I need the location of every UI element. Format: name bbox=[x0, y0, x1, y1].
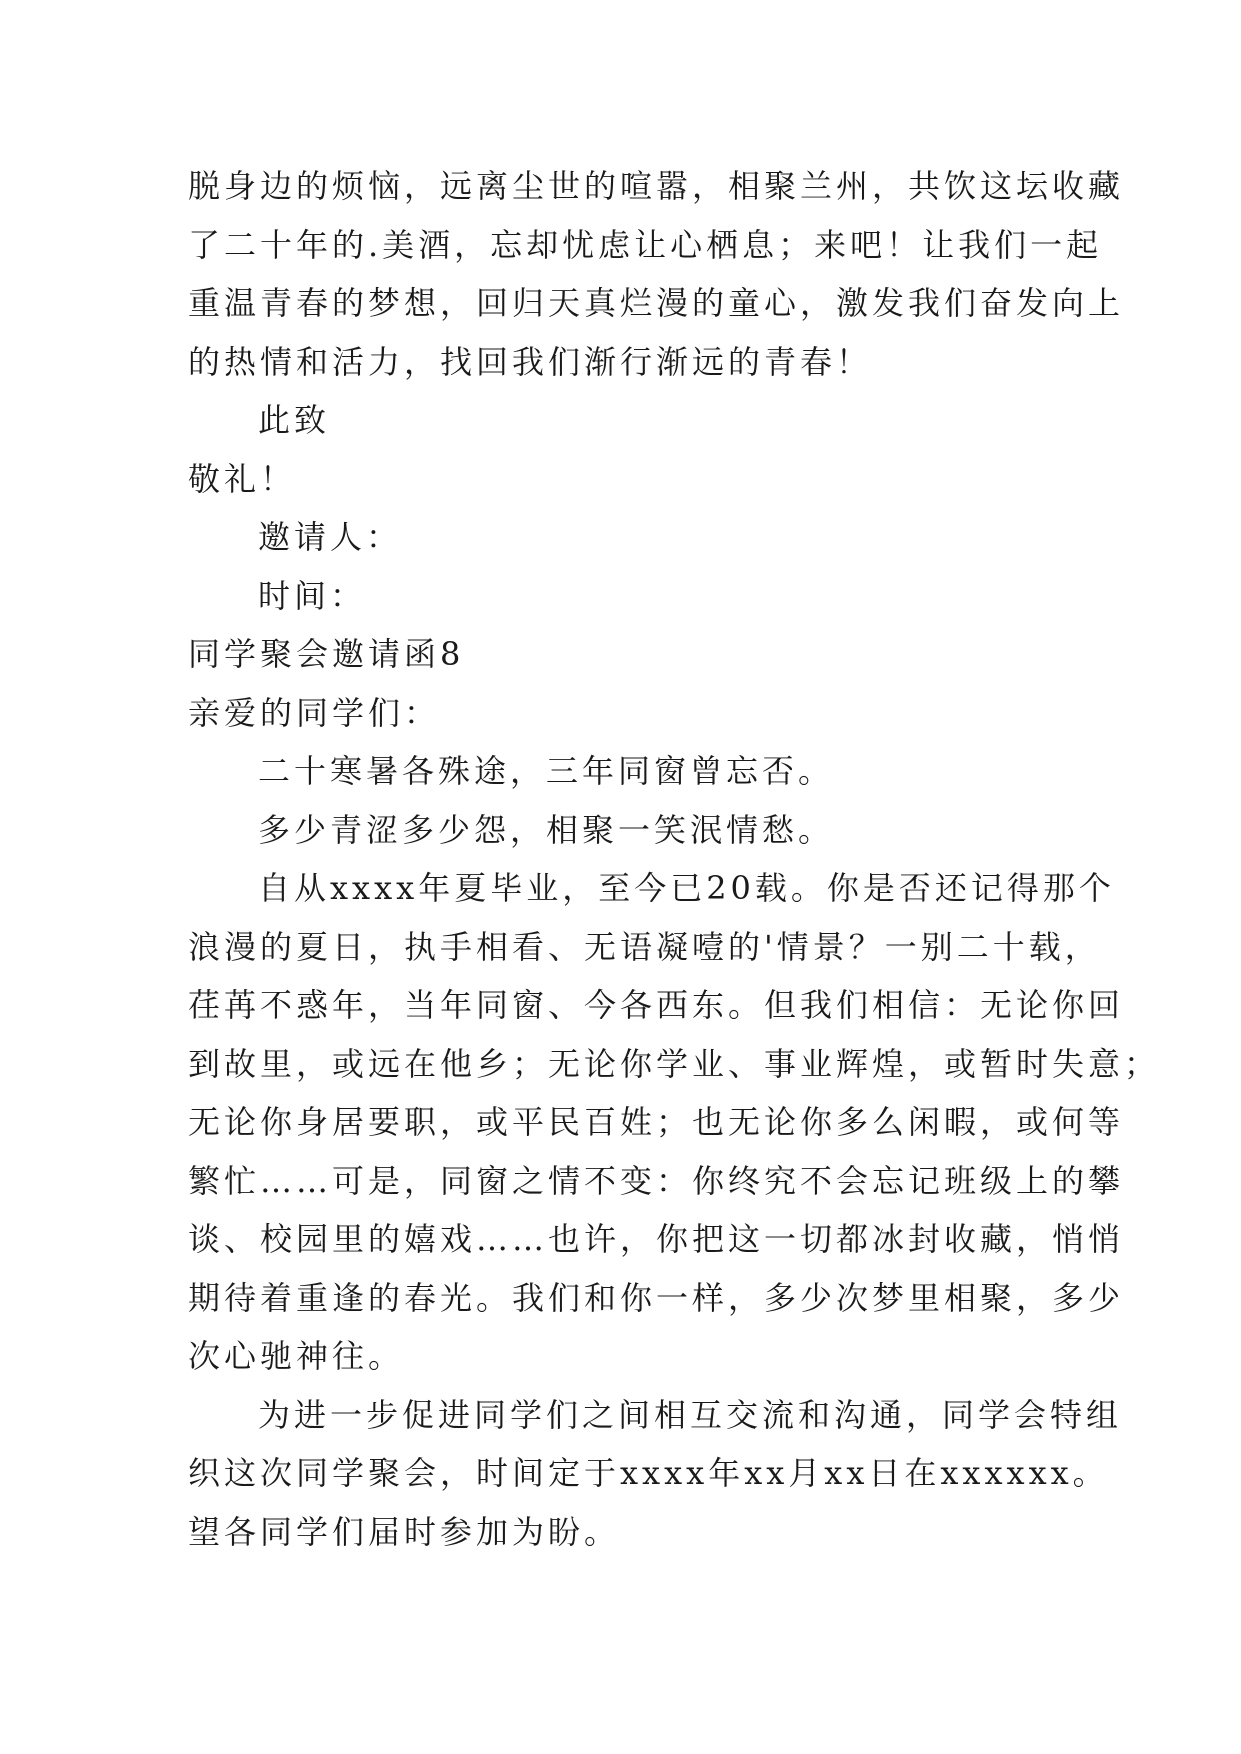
document-body bbox=[188, 157, 1161, 1561]
time-label: 时间： bbox=[258, 576, 367, 615]
poem-line: 二十寒暑各殊途，三年同窗曾忘否。 bbox=[258, 752, 835, 790]
paragraph-line: 荏苒不惑年，当年同窗、今各西东。但我们相信：无论你回 bbox=[188, 986, 1125, 1024]
paragraph-line: 织这次同学聚会，时间定于xxxx年xx月xx日在xxxxxx。 bbox=[188, 1454, 1109, 1492]
paragraph-line: 自从xxxx年夏毕业，至今已20载。你是否还记得那个 bbox=[258, 869, 1115, 907]
paragraph-line: 无论你身居要职，或平民百姓；也无论你多么闲暇，或何等 bbox=[188, 1103, 1125, 1141]
poem-line: 多少青涩多少怨，相聚一笑泯情愁。 bbox=[258, 810, 835, 849]
paragraph-line: 为进一步促进同学们之间相互交流和沟通，同学会特组 bbox=[258, 1395, 1123, 1434]
paragraph-line: 次心驰神往。 bbox=[188, 1337, 405, 1375]
inviter-label: 邀请人： bbox=[258, 518, 403, 556]
closing-regards: 敬礼！ bbox=[188, 459, 297, 498]
paragraph-line: 浪漫的夏日，执手相看、无语凝噎的'情景？一别二十载， bbox=[188, 927, 1101, 966]
paragraph-line: 望各同学们届时参加为盼。 bbox=[188, 1512, 621, 1551]
closing-salutation: 此致 bbox=[258, 401, 331, 439]
greeting: 亲爱的同学们： bbox=[188, 693, 441, 732]
paragraph-line: 的热情和活力，找回我们渐行渐远的青春！ bbox=[188, 342, 873, 381]
section-title: 同学聚会邀请函8 bbox=[188, 635, 465, 673]
paragraph-line: 谈、校园里的嬉戏……也许，你把这一切都冰封收藏，悄悄 bbox=[188, 1220, 1125, 1258]
paragraph-line: 重温青春的梦想，回归天真烂漫的童心，激发我们奋发向上 bbox=[188, 284, 1125, 322]
paragraph-line: 繁忙……可是，同窗之情不变：你终究不会忘记班级上的攀 bbox=[188, 1161, 1125, 1200]
paragraph-line: 脱身边的烦恼，远离尘世的喧嚣，相聚兰州，共饮这坛收藏 bbox=[188, 167, 1125, 205]
paragraph-line: 到故里，或远在他乡；无论你学业、事业辉煌，或暂时失意； bbox=[188, 1044, 1161, 1083]
paragraph-line: 了二十年的.美酒，忘却忧虑让心栖息；来吧！让我们一起 bbox=[188, 225, 1103, 264]
paragraph-line: 期待着重逢的春光。我们和你一样，多少次梦里相聚，多少 bbox=[188, 1278, 1125, 1317]
